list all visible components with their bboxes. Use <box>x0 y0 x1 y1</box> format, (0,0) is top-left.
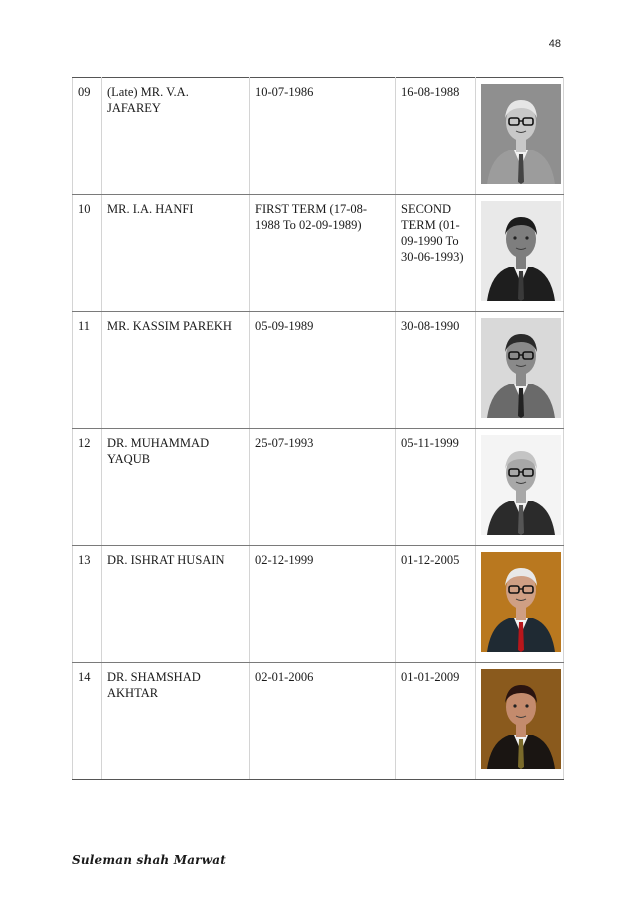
necktie <box>518 505 524 535</box>
page-number: 48 <box>548 38 561 50</box>
term-end: 01-01-2009 <box>396 663 476 780</box>
left-eye <box>513 704 516 707</box>
serial-number: 13 <box>73 546 102 663</box>
serial-number: 14 <box>73 663 102 780</box>
left-eye <box>513 236 516 239</box>
term-start: 02-01-2006 <box>250 663 396 780</box>
serial-number: 11 <box>73 312 102 429</box>
term-start: 05-09-1989 <box>250 312 396 429</box>
term-start: 10-07-1986 <box>250 78 396 195</box>
governors-table <box>72 77 564 780</box>
table-row <box>73 663 564 780</box>
term-end: 30-08-1990 <box>396 312 476 429</box>
author-signature: Suleman shah Marwat <box>72 853 226 867</box>
term-start: 02-12-1999 <box>250 546 396 663</box>
right-eye <box>525 236 528 239</box>
governor-name: (Late) MR. V.A. JAFAREY <box>102 78 250 195</box>
table-row <box>73 78 564 195</box>
serial-number: 12 <box>73 429 102 546</box>
necktie <box>518 154 524 184</box>
right-eye <box>525 704 528 707</box>
portrait-photo <box>481 669 561 769</box>
governor-name: MR. KASSIM PAREKH <box>102 312 250 429</box>
photo-cell <box>476 663 564 780</box>
portrait-photo <box>481 318 561 418</box>
serial-number: 10 <box>73 195 102 312</box>
portrait-photo <box>481 552 561 652</box>
governor-name: DR. ISHRAT HUSAIN <box>102 546 250 663</box>
portrait-photo <box>481 84 561 184</box>
table-row <box>73 312 564 429</box>
photo-cell <box>476 195 564 312</box>
governor-name: DR. SHAMSHAD AKHTAR <box>102 663 250 780</box>
table-row <box>73 195 564 312</box>
term-end: 16-08-1988 <box>396 78 476 195</box>
table-row <box>73 429 564 546</box>
photo-cell <box>476 78 564 195</box>
necktie <box>518 622 524 652</box>
governor-name: DR. MUHAMMAD YAQUB <box>102 429 250 546</box>
photo-cell <box>476 429 564 546</box>
portrait-photo <box>481 201 561 301</box>
term-end: 01-12-2005 <box>396 546 476 663</box>
term-start: FIRST TERM (17-08-1988 To 02-09-1989) <box>250 195 396 312</box>
necktie <box>518 388 524 418</box>
portrait-photo <box>481 435 561 535</box>
photo-cell <box>476 546 564 663</box>
term-end: SECOND TERM (01-09-1990 To 30-06-1993) <box>396 195 476 312</box>
photo-cell <box>476 312 564 429</box>
term-start: 25-07-1993 <box>250 429 396 546</box>
necktie <box>518 271 524 301</box>
table-row <box>73 546 564 663</box>
term-end: 05-11-1999 <box>396 429 476 546</box>
governor-name: MR. I.A. HANFI <box>102 195 250 312</box>
necktie <box>518 739 524 769</box>
serial-number: 09 <box>73 78 102 195</box>
